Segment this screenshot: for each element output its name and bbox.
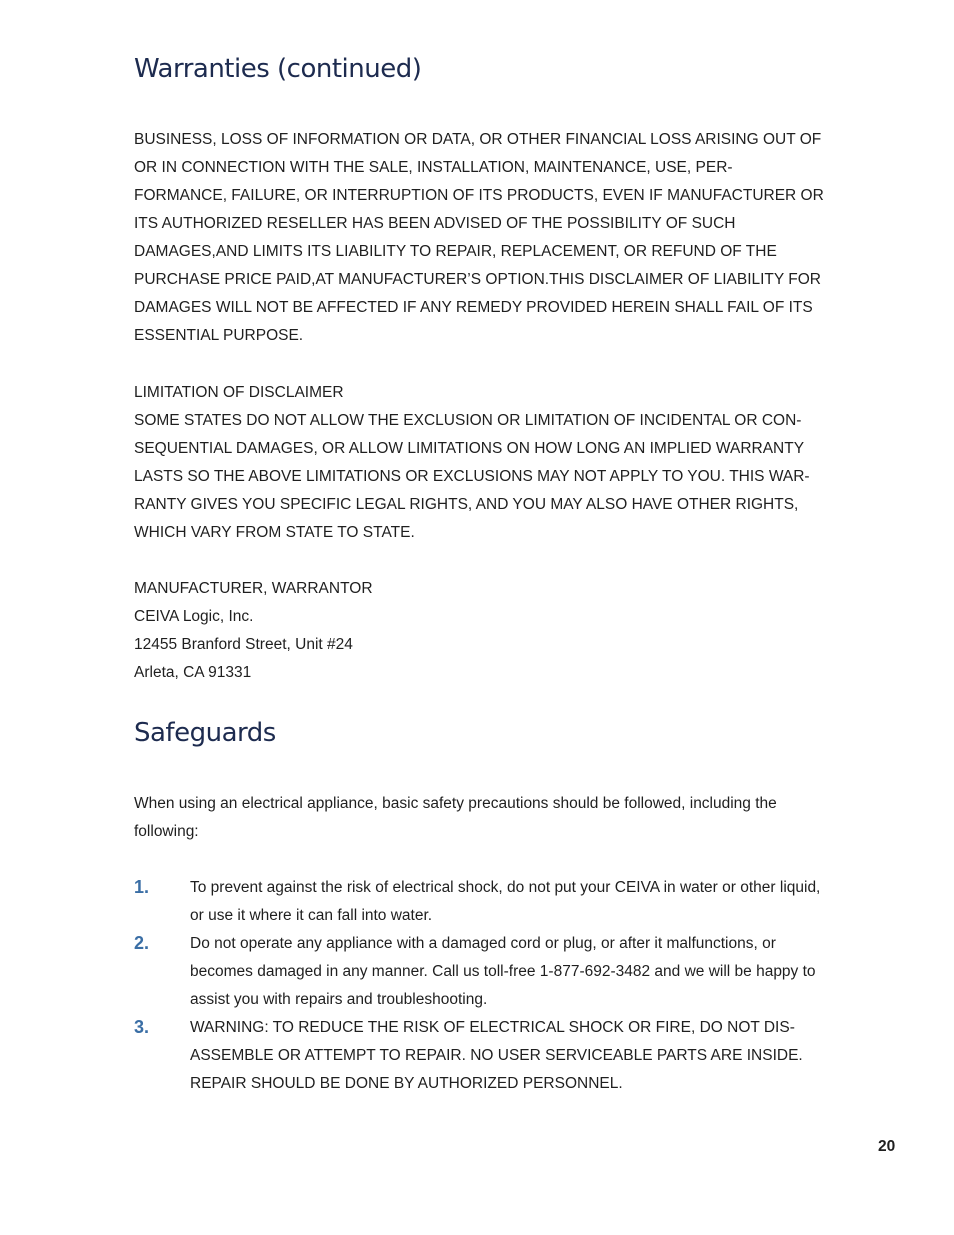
manufacturer-heading: MANUFACTURER, WARRANTOR <box>134 580 373 597</box>
warranties-heading: Warranties (continued) <box>134 54 422 84</box>
limitation-heading: LIMITATION OF DISCLAIMER <box>134 384 344 401</box>
safeguards-intro <box>134 790 824 846</box>
manufacturer-city: Arleta, CA 91331 <box>134 664 252 681</box>
list-item-number: 1. <box>134 877 150 897</box>
manufacturer-address <box>134 575 824 687</box>
list-item <box>134 930 824 1014</box>
list-item-text: Do not operate any appliance with a damaged cord or plug, or after it malfunctions, or becomes damaged in any manner. Call us toll-free 1-877-692-3482 and we will be happy to assist you with repairs and troubleshooting. <box>190 935 816 1008</box>
list-item-number: 2. <box>134 933 150 953</box>
warranty-disclaimer-paragraph <box>134 126 824 350</box>
safeguards-list <box>134 874 824 1098</box>
page-number: 20 <box>878 1138 896 1155</box>
list-item-text: WARNING: TO REDUCE THE RISK OF ELECTRICAL SHOCK OR FIRE, DO NOT DIS-ASSEMBLE OR ATTEMPT TO REPAIR. NO USER SERVICEABLE PARTS ARE INSIDE. REPAIR SHOULD BE DONE BY AUTHORIZED PERSONNEL. <box>190 1019 803 1092</box>
list-item <box>134 874 824 930</box>
list-item-number: 3. <box>134 1017 150 1037</box>
manufacturer-street: 12455 Branford Street, Unit #24 <box>134 636 353 653</box>
list-item-text: To prevent against the risk of electrical shock, do not put your CEIVA in water or other liquid, or use it where it can fall into water. <box>190 879 821 924</box>
list-item <box>134 1014 824 1098</box>
manufacturer-company: CEIVA Logic, Inc. <box>134 608 254 625</box>
safeguards-heading: Safeguards <box>134 718 276 748</box>
safeguards-intro-text: When using an electrical appliance, basic safety precautions should be followed, including the following: <box>134 795 777 840</box>
limitation-section <box>134 379 824 547</box>
disclaimer-text: BUSINESS, LOSS OF INFORMATION OR DATA, OR OTHER FINANCIAL LOSS ARISING OUT OF OR IN CONNECTION WITH THE SALE, INSTALLATION, MAINTENANCE, USE, PER-FORMANCE, FAILURE, OR INTERRUPTION OF ITS PRODUCTS, EVEN IF MANUFACTURER OR ITS AUTHORIZED RESELLER HAS BEEN ADVISED OF THE POSSIBILITY OF SUCH DAMAGES,AND LIMITS ITS LIABILITY TO REPAIR, REPLACEMENT, OR REFUND OF THE PURCHASE PRICE PAID,AT MANUFACTURER’S OPTION.THIS DISCLAIMER OF LIABILITY FOR DAMAGES WILL NOT BE AFFECTED IF ANY REMEDY PROVIDED HEREIN SHALL FAIL OF ITS ESSENTIAL PURPOSE. <box>134 131 824 344</box>
limitation-text: SOME STATES DO NOT ALLOW THE EXCLUSION OR LIMITATION OF INCIDENTAL OR CON-SEQUENTIAL DAMAGES, OR ALLOW LIMITATIONS ON HOW LONG AN IMPLIED WARRANTY LASTS SO THE ABOVE LIMITATIONS OR EXCLUSIONS MAY NOT APPLY TO YOU. THIS WAR-RANTY GIVES YOU SPECIFIC LEGAL RIGHTS, AND YOU MAY ALSO HAVE OTHER RIGHTS, WHICH VARY FROM STATE TO STATE. <box>134 412 810 541</box>
